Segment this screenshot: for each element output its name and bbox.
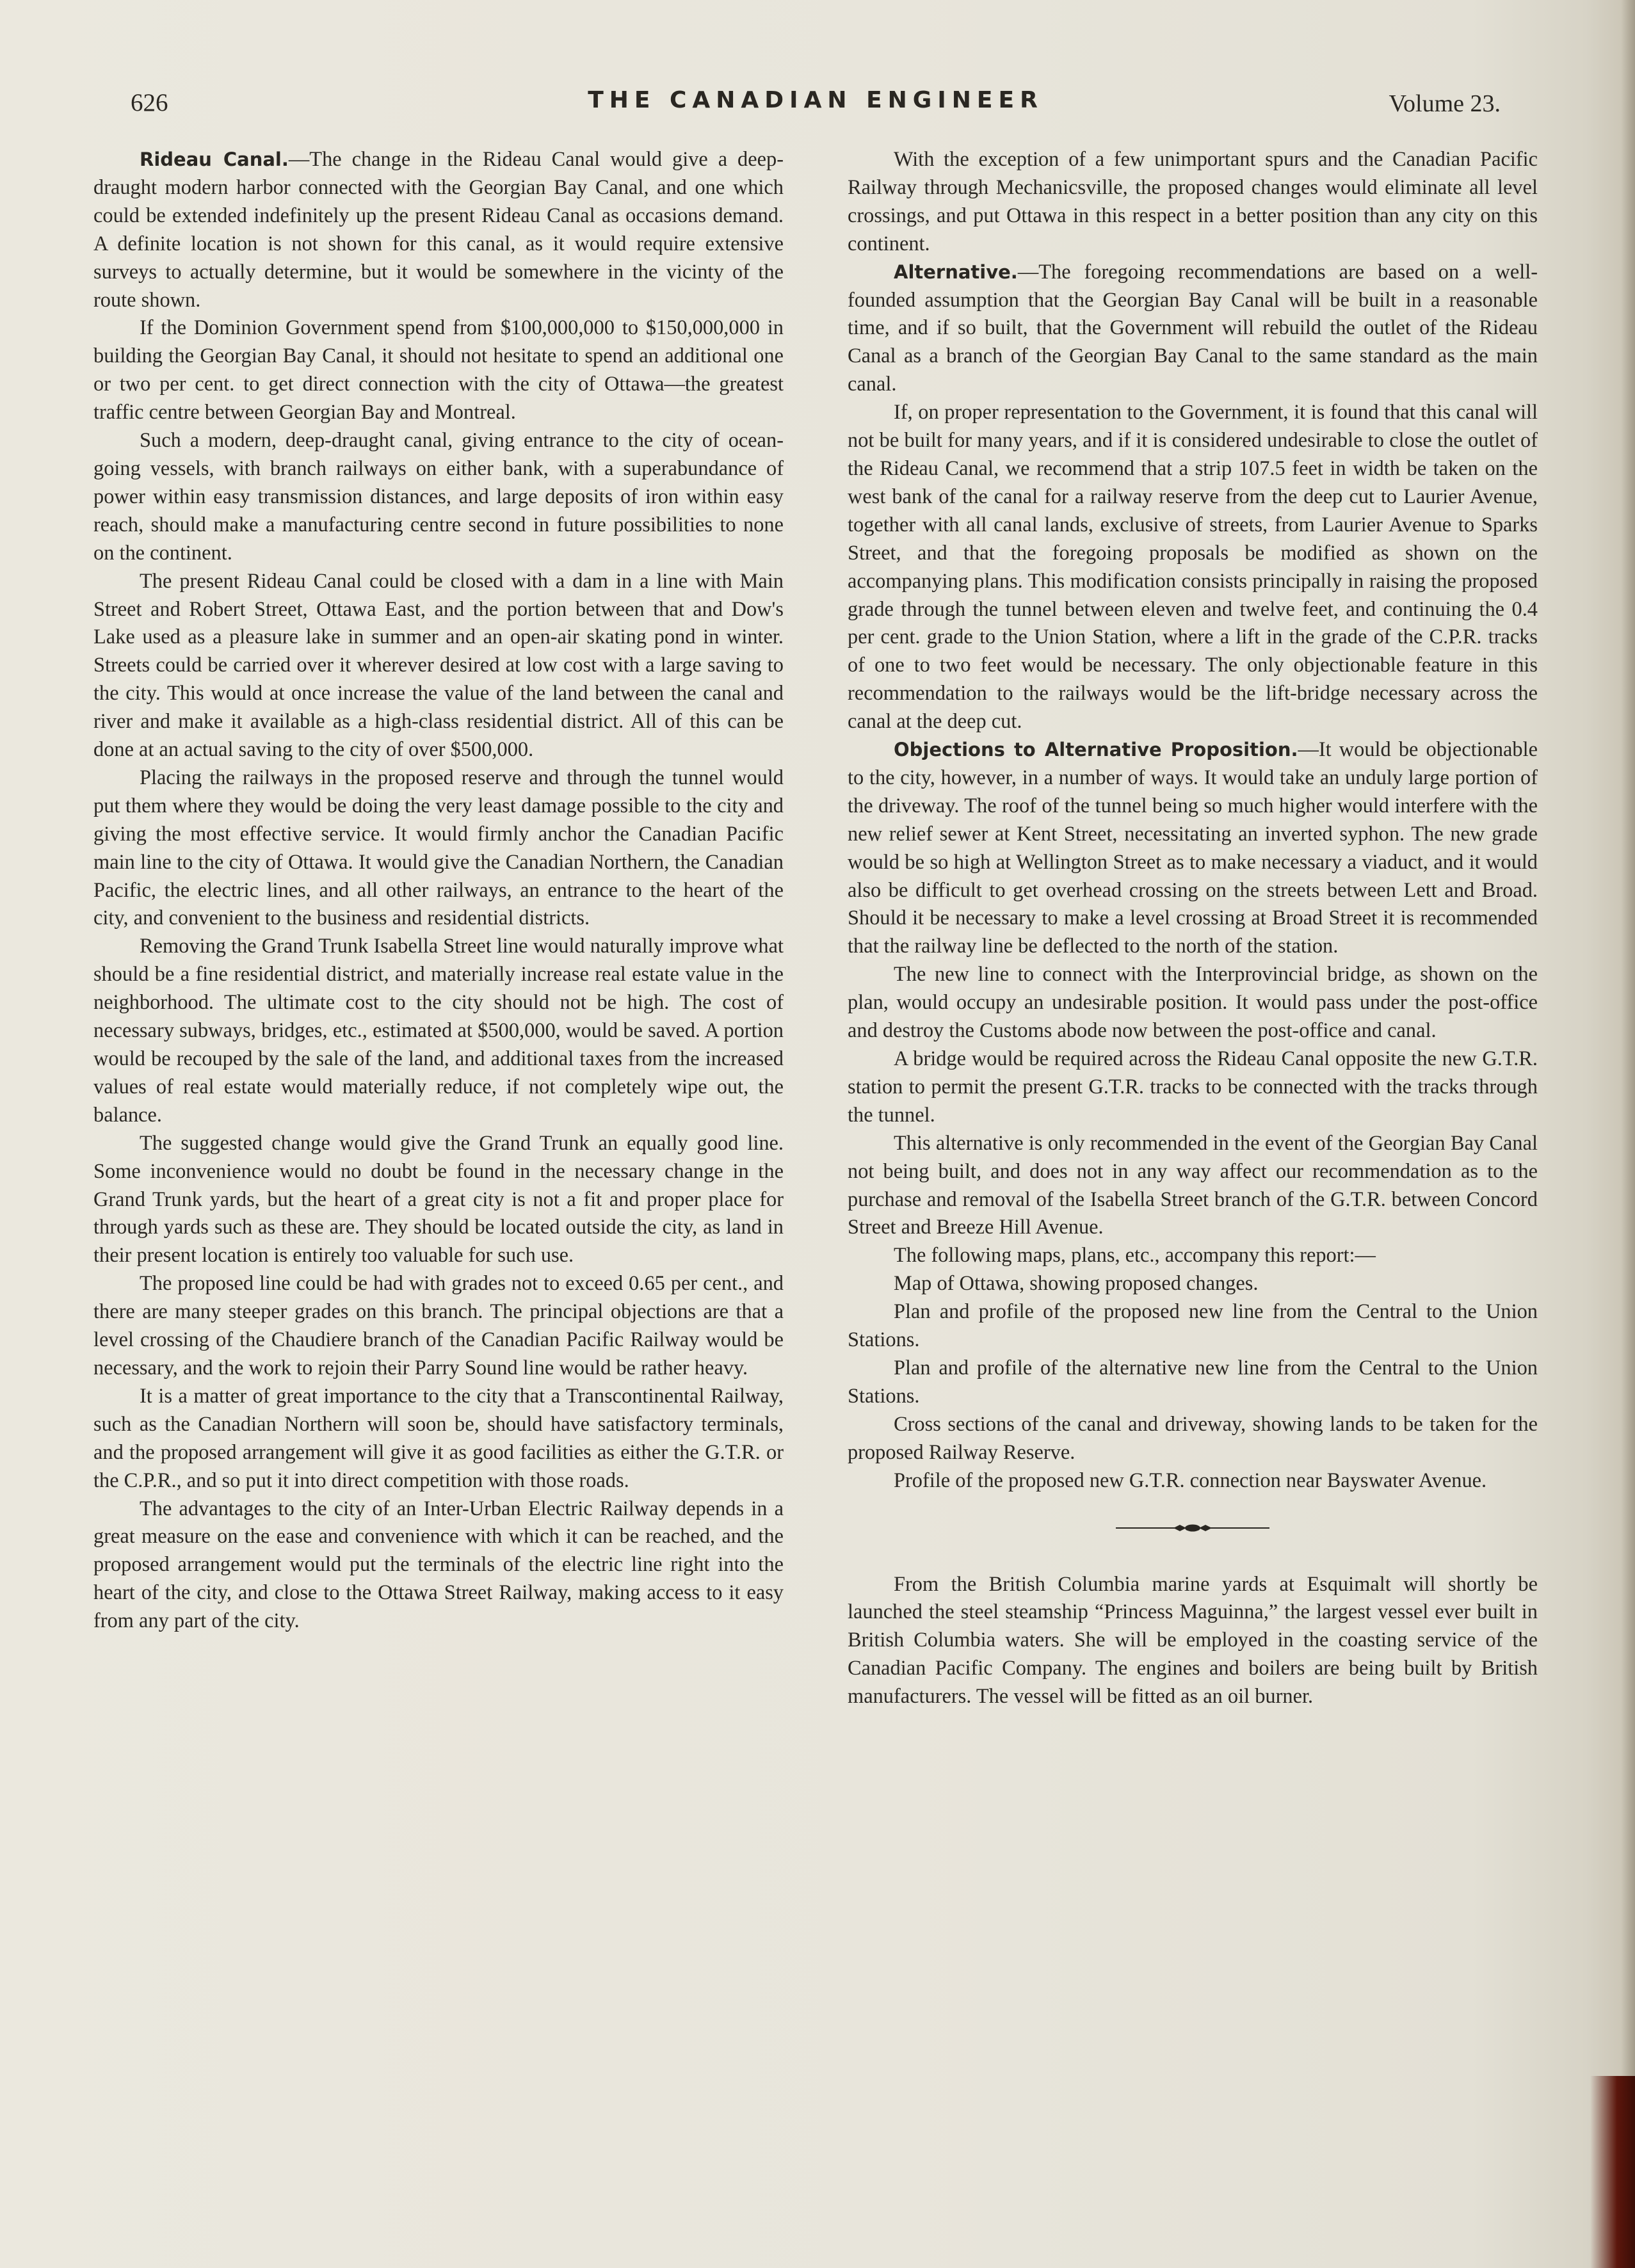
paragraph-text: —The change in the Rideau Canal would give a deep-draught modern harbor connected with the Georgian Bay Canal, and one which could be extended indefinitely up the present Rideau Canal as occasions demand. A definite location is not shown for this canal, as it would require extensive surveys to actually determine, but it would be somewhere in the vicinty of the route shown. — [93, 148, 784, 312]
section-heading: Objections to Alternative Proposition. — [894, 739, 1298, 761]
paragraph-text: —The foregoing recommendations are based on a well-founded assumption that the Georgian Bay Canal will be built in a reasonable time, and if so built, that the Government will rebuild the outlet of the Rideau Canal as a branch of the Georgian Bay Canal to the same standard as the main canal. — [848, 260, 1538, 396]
section-heading: Rideau Canal. — [140, 149, 289, 170]
page-header — [131, 84, 1501, 123]
paragraph-text: Profile of the proposed new G.T.R. connection near Bayswater Avenue. — [894, 1468, 1487, 1492]
paragraph-text: A bridge would be required across the Rideau Canal opposite the new G.T.R. station to permit the present G.T.R. tracks to be connected with the tracks through the tunnel. — [848, 1047, 1538, 1127]
paragraph-text: The proposed line could be had with grades not to exceed 0.65 per cent., and there are many steeper grades on this branch. The principal objections are that a level crossing of the Chaudiere branch of the Canadian Pacific Railway would be necessary, and the work to rejoin their Parry Sound line would be rather heavy. — [93, 1272, 784, 1379]
paragraph — [848, 399, 1538, 736]
paragraph — [848, 1355, 1538, 1411]
paragraph-text: From the British Columbia marine yards at Esquimalt will shortly be launched the steel steamship “Princess Maguinna,” the largest vessel ever built in British Columbia waters. She will be employed in the coasting service of the Canadian Pacific Company. The engines and boilers are being built by British manufacturers. The vessel will be fitted as an oil burner. — [848, 1572, 1538, 1709]
binding-edge — [1590, 2076, 1635, 2268]
paragraph-text: The new line to connect with the Interprovincial bridge, as shown on the plan, would occupy an undesirable position. It would pass under the post-office and destroy the Customs abode now between the post-office and canal. — [848, 963, 1538, 1043]
paragraph-text: Plan and profile of the proposed new line from the Central to the Union Stations. — [848, 1300, 1538, 1352]
paragraph — [93, 146, 784, 314]
volume-label: Volume 23. — [1389, 90, 1501, 117]
paragraph-text: If the Dominion Government spend from $100,000,000 to $150,000,000 in building the Georgian Bay Canal, it should not hesitate to spend an additional one or two per cent. to get direct connection with the city of Ottawa—the greatest traffic centre between Georgian Bay and Montreal. — [93, 316, 784, 424]
paragraph — [93, 314, 784, 427]
paragraph — [93, 764, 784, 933]
paragraph — [93, 1383, 784, 1495]
paragraph-text: Removing the Grand Trunk Isabella Street line would naturally improve what should be a fine residential district, and materially increase real estate value in the neighborhood. The ultimate cost to the city should not be high. The cost of necessary subways, bridges, etc., estimated at $500,000, would be saved. A portion would be recouped by the sale of the land, and additional taxes from the increased values of real estate would materially reduce, if not completely wipe out, the balance. — [93, 935, 784, 1127]
paragraph-text: Placing the railways in the proposed reserve and through the tunnel would put them where they would be doing the very least damage possible to the city and giving the most effective service. It would firmly anchor the Canadian Pacific main line to the city of Ottawa. It would give the Canadian Northern, the Canadian Pacific, the electric lines, and all other railways, an entrance to the heart of the city, and convenient to the business and residential districts. — [93, 766, 784, 930]
paragraph-text: The advantages to the city of an Inter-Urban Electric Railway depends in a great measure on the ease and convenience with which it can be reached, and the proposed arrangement would put the terminals of the electric line right into the heart of the city, and close to the Ottawa Street Railway, making access to it easy from any part of the city. — [93, 1497, 784, 1633]
paragraph-text: Cross sections of the canal and driveway, showing lands to be taken for the proposed Railway Reserve. — [848, 1412, 1538, 1464]
paragraph — [93, 1270, 784, 1383]
paragraph — [848, 146, 1538, 259]
section-heading: Alternative. — [894, 261, 1018, 283]
paragraph — [93, 1130, 784, 1271]
paragraph-text: Such a modern, deep-draught canal, giving entrance to the city of ocean-going vessels, with branch railways on either bank, with a superabundance of power within easy transmission distances, and large deposits of iron within easy reach, should make a manufacturing centre second in future possibilities to none on the continent. — [93, 429, 784, 565]
paragraph — [848, 961, 1538, 1045]
paragraph-text: The suggested change would give the Grand Trunk an equally good line. Some inconvenience would no doubt be found in the necessary change in the Grand Trunk yards, but the heart of a great city is not a fit and proper place for through yards such as these are. They should be located outside the city, as land in their present location is entirely too valuable for such use. — [93, 1131, 784, 1267]
paragraph-text: It is a matter of great importance to the city that a Transcontinental Railway, such as the Canadian Northern will soon be, should have satisfactory terminals, and the proposed arrangement will give it as good facilities as either the G.T.R. or the C.P.R., and so put it into direct competition with those roads. — [93, 1384, 784, 1492]
right-column-main — [848, 146, 1538, 1495]
paragraph — [848, 1298, 1538, 1355]
page-number: 626 — [131, 89, 168, 117]
paragraph — [848, 736, 1538, 961]
paragraph-text: Map of Ottawa, showing proposed changes. — [894, 1272, 1259, 1296]
right-column-notice — [848, 1571, 1538, 1712]
paragraph — [848, 1411, 1538, 1467]
right-column — [848, 146, 1538, 1711]
paragraph-text: The following maps, plans, etc., accompany this report:— — [894, 1244, 1376, 1267]
paragraph-text: The present Rideau Canal could be closed with a dam in a line with Main Street and Robert Street, Ottawa East, and the portion between that and Dow's Lake used as a pleasure lake in summer and an open-air skating pond in winter. Streets could be carried over it wherever desired at low cost with a large saving to the city. This would at once increase the value of the land between the canal and river and make it available as a high-class residential district. All of this can be done at an actual saving to the city of over $500,000. — [93, 569, 784, 762]
journal-title: THE CANADIAN ENGINEER — [588, 87, 1043, 113]
paragraph — [93, 933, 784, 1129]
paragraph — [848, 1270, 1538, 1298]
paragraph-text: This alternative is only recommended in the event of the Georgian Bay Canal not being built, and does not in any way affect our recommendation as to the purchase and removal of the Isabella Street branch of the G.T.R. between Concord Street and Breeze Hill Avenue. — [848, 1131, 1538, 1239]
paragraph — [848, 1571, 1538, 1712]
paragraph-text: Plan and profile of the alternative new line from the Central to the Union Stations. — [848, 1356, 1538, 1408]
paragraph — [848, 259, 1538, 399]
paragraph — [848, 1045, 1538, 1130]
paragraph — [848, 1242, 1538, 1270]
paragraph — [848, 1467, 1538, 1495]
paragraph-text: With the exception of a few unimportant spurs and the Canadian Pacific Railway through Mechanicsville, the proposed changes would eliminate all level crossings, and put Ottawa in this respect in a better position than any city on this continent. — [848, 148, 1538, 255]
paragraph — [93, 1495, 784, 1636]
paragraph-text: If, on proper representation to the Government, it is found that this canal will not be built for many years, and if it is considered undesirable to close the outlet of the Rideau Canal, we recommend that a strip 107.5 feet in width be taken on the west bank of the canal for a railway reserve from the deep cut to Laurier Avenue, together with all canal lands, exclusive of streets, from Laurier Avenue to Sparks Street, and that the foregoing proposals be modified as shown on the accompanying plans. This modification consists principally in raising the proposed grade through the tunnel between eleven and twelve feet, and continuing the 0.4 per cent. grade to the Union Station, where a lift in the grade of the C.P.R. tracks of one to two feet would be necessary. The only objectionable feature in this recommendation to the railways would be the lift-bridge necessary across the canal at the deep cut. — [848, 401, 1538, 734]
page-edge-shadow — [1621, 0, 1635, 2268]
paragraph — [848, 1130, 1538, 1243]
paragraph-text: —It would be objectionable to the city, however, in a number of ways. It would take an unduly large portion of the driveway. The roof of the tunnel being so much higher would interfere with the new relief sewer at Kent Street, necessitating an inverted syphon. The new grade would be so high at Wellington Street as to make necessary a viaduct, and it would also be difficult to get overhead crossing on the streets between Lett and Broad. Should it be necessary to make a level crossing at Broad Street it is recommended that the railway line be deflected to the north of the station. — [848, 738, 1538, 958]
section-divider — [848, 1524, 1538, 1532]
ornament-rule-icon — [1116, 1524, 1269, 1532]
left-column — [93, 146, 784, 1636]
paragraph — [93, 427, 784, 568]
paragraph — [93, 568, 784, 764]
